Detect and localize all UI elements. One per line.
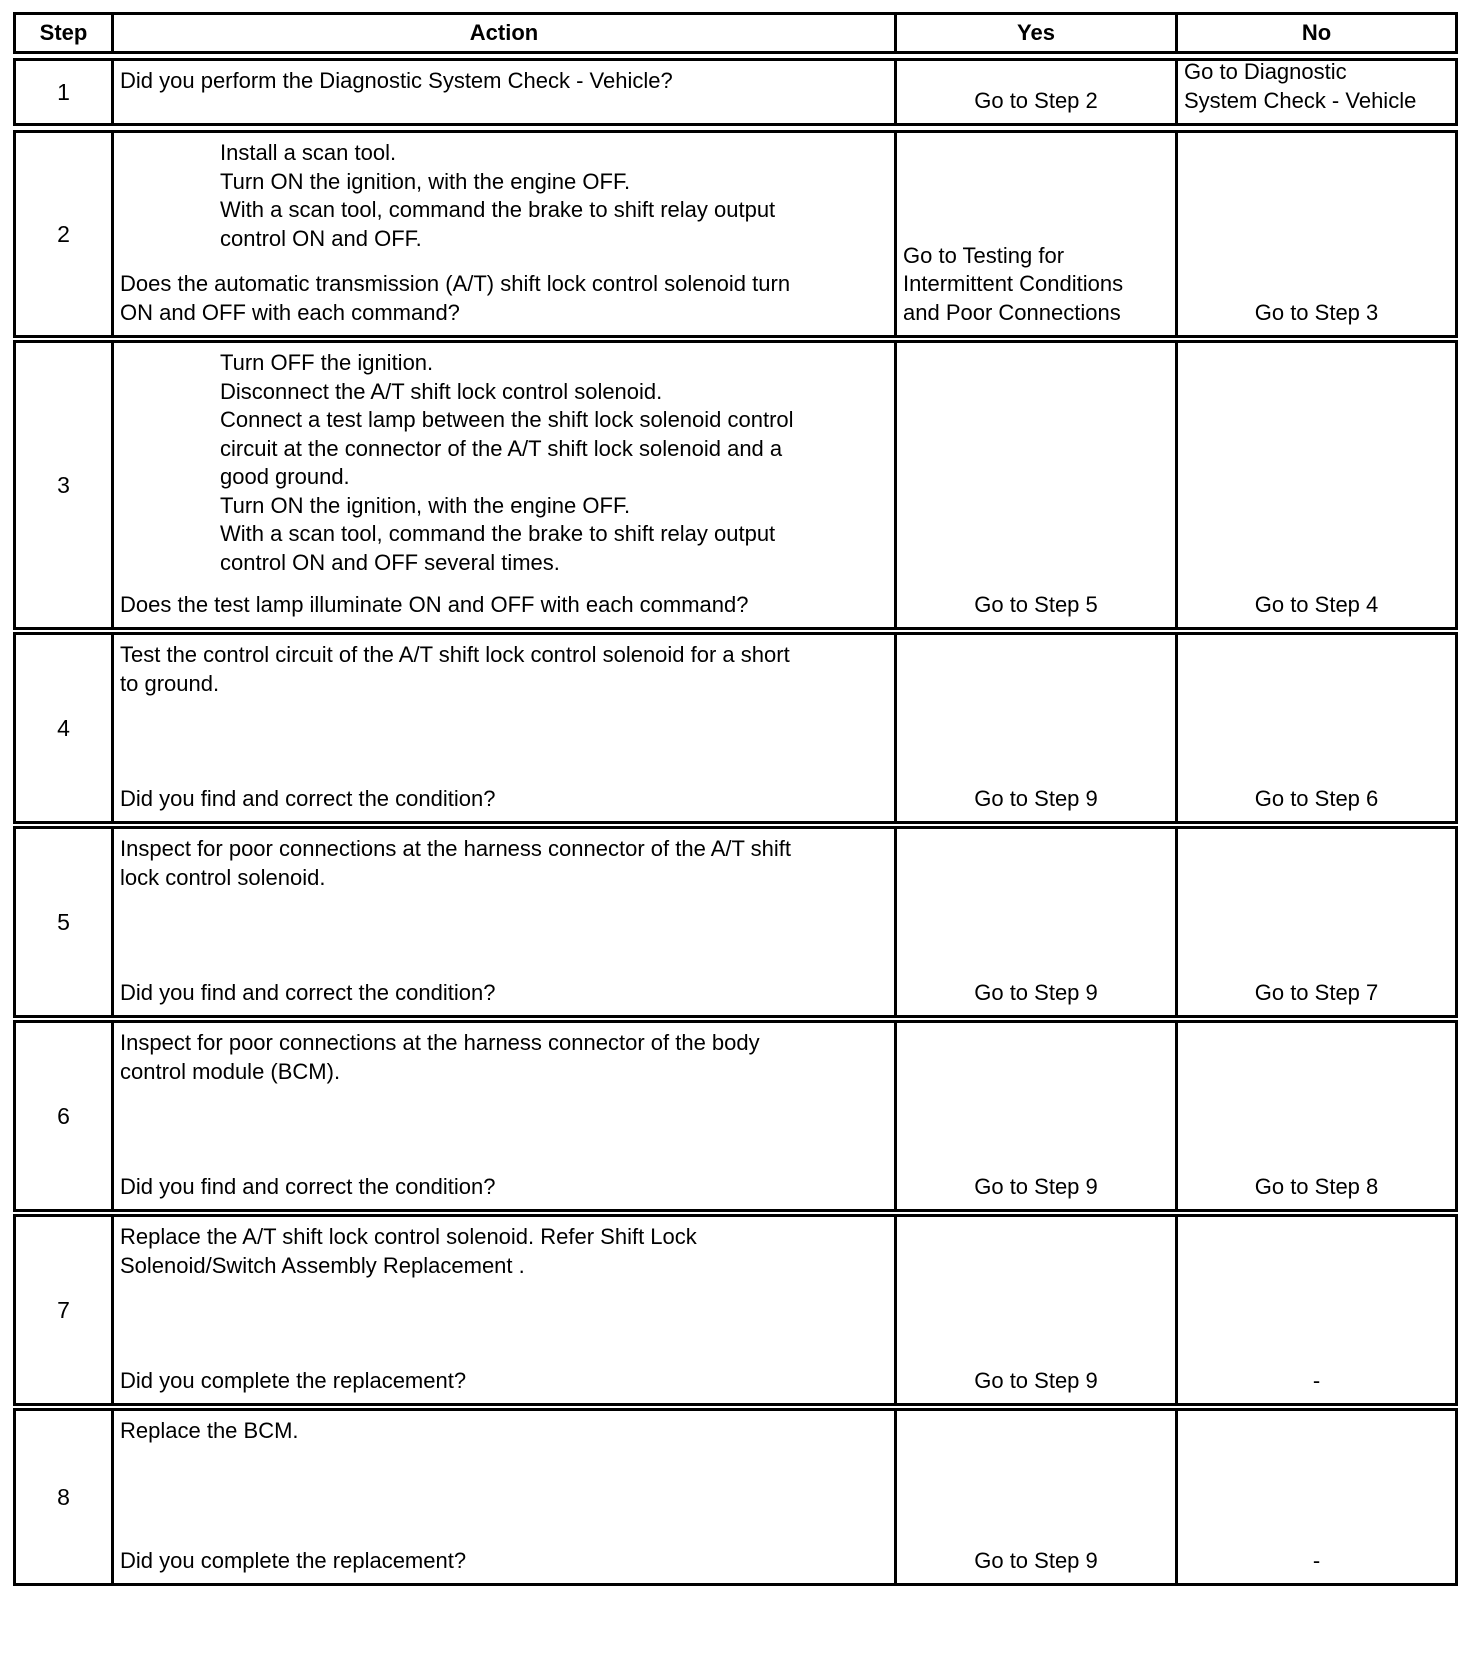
- table-row: [13, 632, 1458, 824]
- description-line: to ground.: [120, 670, 220, 696]
- yes-cell: [897, 635, 1178, 821]
- action-cell: [114, 1023, 897, 1209]
- instruction-list: [120, 349, 888, 577]
- yes-result-line: and Poor Connections: [903, 299, 1121, 325]
- action-question: Did you find and correct the condition?: [120, 1173, 496, 1199]
- yes-cell: [897, 1411, 1178, 1583]
- instruction-line: With a scan tool, command the brake to shift relay output: [220, 197, 776, 222]
- action-cell: [114, 133, 897, 335]
- instruction-line: Connect a test lamp between the shift lock solenoid control: [220, 407, 794, 432]
- yes-result: Go to Step 9: [974, 785, 1098, 811]
- no-cell: [1178, 1023, 1455, 1209]
- table-row: [13, 1408, 1458, 1586]
- no-result: -: [1312, 1367, 1321, 1393]
- no-cell: [1178, 133, 1455, 335]
- no-cell: [1178, 61, 1455, 123]
- action-cell: [114, 343, 897, 627]
- question-line: ON and OFF with each command?: [120, 299, 460, 325]
- action-question: Did you find and correct the condition?: [120, 979, 496, 1005]
- step-number: 2: [16, 133, 114, 335]
- table-row: [13, 1020, 1458, 1212]
- header-action: Action: [114, 15, 897, 51]
- table-row: [13, 130, 1458, 338]
- description-line: Solenoid/Switch Assembly Replacement .: [120, 1252, 525, 1278]
- step-number: 8: [16, 1411, 114, 1583]
- description-line: control module (BCM).: [120, 1058, 341, 1084]
- yes-result: Go to Step 5: [974, 591, 1098, 617]
- step-number: 3: [16, 343, 114, 627]
- instruction-line: Turn OFF the ignition.: [220, 350, 434, 375]
- no-result: Go to Step 3: [1254, 299, 1379, 325]
- no-result: Go to Step 6: [1254, 785, 1379, 811]
- table-row: [13, 340, 1458, 630]
- instruction-line: Install a scan tool.: [220, 140, 397, 165]
- action-description: [120, 1417, 888, 1446]
- instruction-line: circuit at the connector of the A/T shift lock solenoid and a: [220, 435, 783, 461]
- action-question: Did you find and correct the condition?: [120, 785, 496, 811]
- instruction-line: With a scan tool, command the brake to shift relay output: [220, 521, 776, 546]
- yes-result: Go to Step 9: [974, 1547, 1098, 1573]
- action-description: [120, 641, 888, 698]
- action-cell: [114, 1217, 897, 1403]
- no-result: Go to Step 7: [1254, 979, 1379, 1005]
- no-result: -: [1312, 1547, 1321, 1573]
- step-number: 4: [16, 635, 114, 821]
- yes-cell: [897, 829, 1178, 1015]
- no-cell: [1178, 1411, 1455, 1583]
- instruction-line: Turn ON the ignition, with the engine OFF.: [220, 168, 631, 194]
- step-number: 6: [16, 1023, 114, 1209]
- action-cell: [114, 61, 897, 123]
- instruction-line: control ON and OFF several times.: [220, 549, 560, 575]
- yes-cell: [897, 61, 1178, 123]
- description-line: Test the control circuit of the A/T shift lock control solenoid for a short: [120, 642, 790, 667]
- description-line: Inspect for poor connections at the harness connector of the A/T shift: [120, 836, 791, 861]
- action-question: Did you complete the replacement?: [120, 1367, 467, 1393]
- yes-result: Go to Step 9: [974, 1173, 1098, 1199]
- action-question: Does the test lamp illuminate ON and OFF with each command?: [120, 591, 749, 617]
- instruction-line: Disconnect the A/T shift lock control solenoid.: [220, 378, 663, 404]
- instruction-line: good ground.: [220, 464, 350, 489]
- header-step: Step: [16, 15, 114, 51]
- no-result-line: System Check - Vehicle: [1184, 87, 1417, 113]
- no-result: Go to Step 8: [1254, 1173, 1379, 1199]
- instruction-line: Turn ON the ignition, with the engine OFF.: [220, 492, 631, 518]
- yes-result: Go to Step 2: [974, 87, 1098, 113]
- description-line: lock control solenoid.: [120, 864, 326, 890]
- yes-cell: [897, 1217, 1178, 1403]
- action-question: [120, 270, 888, 327]
- action-cell: [114, 635, 897, 821]
- header-row: [13, 12, 1458, 54]
- no-cell: [1178, 1217, 1455, 1403]
- header-no: No: [1301, 19, 1332, 45]
- action-description: [120, 1029, 888, 1086]
- instruction-list: [120, 139, 888, 253]
- action-question: Did you complete the replacement?: [120, 1547, 467, 1573]
- no-result: Go to Step 4: [1254, 591, 1379, 617]
- question-line: Does the automatic transmission (A/T) shift lock control solenoid turn: [120, 271, 791, 296]
- action-cell: [114, 829, 897, 1015]
- description-line: Replace the BCM.: [120, 1418, 299, 1443]
- action-cell: [114, 1411, 897, 1583]
- diagnostic-table: [13, 12, 1458, 1662]
- step-number: 5: [16, 829, 114, 1015]
- yes-result-line: Intermittent Conditions: [903, 271, 1124, 296]
- yes-result: Go to Step 9: [974, 1367, 1098, 1393]
- table-row: [13, 58, 1458, 126]
- action-question: Did you perform the Diagnostic System Check - Vehicle?: [120, 68, 673, 93]
- no-result-line: Go to Diagnostic: [1184, 61, 1347, 84]
- action-description: [120, 835, 888, 892]
- action-description: [120, 1223, 888, 1280]
- instruction-line: control ON and OFF.: [220, 225, 422, 251]
- yes-result: Go to Step 9: [974, 979, 1098, 1005]
- no-cell: [1178, 829, 1455, 1015]
- step-number: 1: [16, 61, 114, 123]
- yes-cell: [897, 1023, 1178, 1209]
- yes-cell: [897, 133, 1178, 335]
- description-line: Inspect for poor connections at the harness connector of the body: [120, 1030, 760, 1055]
- description-line: Replace the A/T shift lock control solenoid. Refer Shift Lock: [120, 1224, 697, 1249]
- step-number: 7: [16, 1217, 114, 1403]
- yes-cell: [897, 343, 1178, 627]
- header-yes: Yes: [897, 15, 1178, 51]
- yes-result-line: Go to Testing for: [903, 242, 1065, 268]
- no-cell: [1178, 343, 1455, 627]
- table-row: [13, 826, 1458, 1018]
- no-cell: [1178, 635, 1455, 821]
- table-row: [13, 1214, 1458, 1406]
